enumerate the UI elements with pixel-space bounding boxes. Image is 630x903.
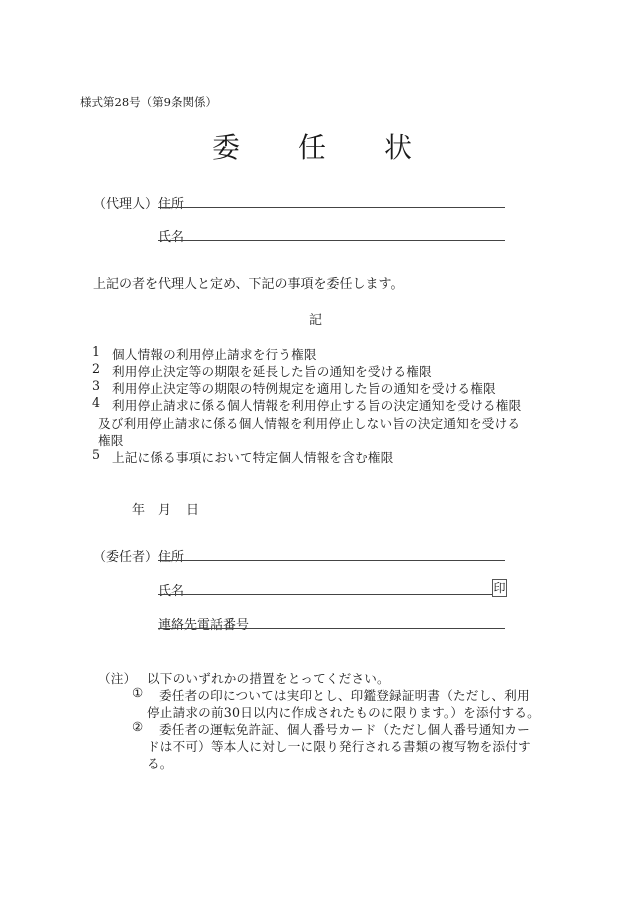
item-number: 5	[92, 447, 101, 462]
agent-address-field[interactable]	[158, 207, 505, 208]
note-1-text-continued: 停止請求の前30日以内に作成されたものに限ります。）を添付する。	[147, 705, 540, 720]
agent-address-label: 住所	[158, 197, 185, 212]
notes-intro: 以下のいずれかの措置をとってください。	[147, 671, 390, 686]
date-year-label: 年	[132, 503, 146, 518]
note-1-mark: ①	[132, 685, 144, 700]
item-text-continued: 及び利用停止請求に係る個人情報を利用停止しない旨の決定通知を受ける	[98, 416, 521, 431]
title-char: 委	[212, 131, 241, 164]
agent-role-label: （代理人）	[93, 197, 159, 212]
form-number: 様式第28号（第9条関係）	[80, 95, 217, 109]
principal-phone-field[interactable]	[158, 628, 505, 629]
note-2-text-continued: る。	[147, 756, 173, 771]
item-number: 2	[92, 361, 101, 376]
note-2-text: 委任者の運転免許証、個人番号カード（ただし個人番号通知カー	[159, 722, 531, 737]
note-2-text-continued: ドは不可）等本人に対し一に限り発行される書類の複写物を添付す	[147, 739, 531, 754]
principal-role-label: （委任者）	[93, 550, 159, 565]
principal-phone-label: 連絡先電話番号	[158, 618, 250, 633]
date-month-label: 月	[158, 503, 172, 518]
note-2-mark: ②	[132, 719, 144, 734]
item-number: 4	[92, 395, 101, 410]
title-char: 状	[384, 131, 413, 164]
title-char: 任	[298, 131, 327, 164]
agent-name-label: 氏名	[158, 230, 185, 245]
item-text: 利用停止決定等の期限を延長した旨の通知を受ける権限	[112, 364, 432, 379]
item-text-continued: 権限	[98, 433, 124, 448]
notes-label: （注）	[98, 671, 137, 686]
seal-mark: 印	[493, 581, 506, 595]
principal-name-field[interactable]	[158, 594, 492, 595]
ki-heading: 記	[309, 313, 323, 328]
agent-name-field[interactable]	[158, 240, 505, 241]
principal-address-field[interactable]	[158, 560, 505, 561]
item-text: 利用停止請求に係る個人情報を利用停止する旨の決定通知を受ける権限	[112, 398, 522, 413]
item-text: 利用停止決定等の期限の特例規定を適用した旨の通知を受ける権限	[112, 381, 496, 396]
principal-address-label: 住所	[158, 550, 185, 565]
item-number: 1	[92, 344, 101, 359]
principal-name-label: 氏名	[158, 584, 185, 599]
note-1-text: 委任者の印については実印とし、印鑑登録証明書（ただし、利用	[159, 688, 530, 703]
date-day-label: 日	[186, 503, 200, 518]
delegation-statement: 上記の者を代理人と定め、下記の事項を委任します。	[93, 277, 404, 292]
item-number: 3	[92, 378, 101, 393]
item-text: 個人情報の利用停止請求を行う権限	[112, 347, 317, 362]
item-text: 上記に係る事項において特定個人情報を含む権限	[112, 450, 394, 465]
